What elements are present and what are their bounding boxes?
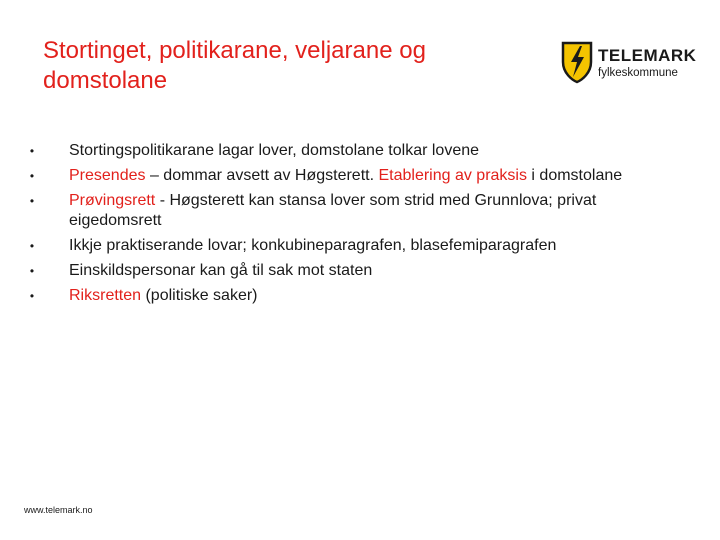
bullet-dot-icon: • xyxy=(29,194,35,208)
bullet-text: Ikkje praktiserande lovar; konkubineparagrafen, blasefemiparagrafen xyxy=(69,237,557,254)
bullet-text: i domstolane xyxy=(526,167,623,184)
logo-name: TELEMARK xyxy=(598,46,697,65)
bullet-item xyxy=(26,191,676,231)
bullet-highlight: Etablering av praksis xyxy=(378,167,527,184)
bullet-item xyxy=(26,261,676,281)
bullet-item xyxy=(26,236,676,256)
bullet-text: Einskildspersonar kan gå til sak mot staten xyxy=(69,262,373,279)
bullet-highlight: Presendes xyxy=(69,167,146,184)
bullet-dot-icon: • xyxy=(29,144,35,158)
footer-url: www.telemark.no xyxy=(24,505,93,515)
bullet-list xyxy=(26,141,676,311)
telemark-crest-icon xyxy=(560,40,594,84)
bullet-text: - Høgsterett kan stansa lover som strid med Grunnlova; privat eigedomsrett xyxy=(69,192,597,229)
bullet-item xyxy=(26,141,676,161)
telemark-logo xyxy=(560,40,697,84)
bullet-text: – dommar avsett av Høgsterett. xyxy=(145,167,379,184)
bullet-item xyxy=(26,286,676,306)
logo-subtitle: fylkeskommune xyxy=(598,67,678,79)
bullet-text: (politiske saker) xyxy=(141,287,258,304)
title-rest: politikarane, veljarane og domstolane xyxy=(43,37,426,94)
bullet-dot-icon: • xyxy=(29,264,35,278)
bullet-item xyxy=(26,166,676,186)
bullet-highlight: Prøvingsrett xyxy=(69,192,156,209)
bullet-dot-icon: • xyxy=(29,239,35,253)
bullet-text: Stortingspolitikarane lagar lover, domstolane tolkar lovene xyxy=(69,142,480,159)
bullet-highlight: Riksretten xyxy=(69,287,142,304)
title-highlight: Stortinget, xyxy=(43,37,153,64)
slide-title xyxy=(43,36,513,96)
bullet-dot-icon: • xyxy=(29,169,35,183)
bullet-dot-icon: • xyxy=(29,289,35,303)
